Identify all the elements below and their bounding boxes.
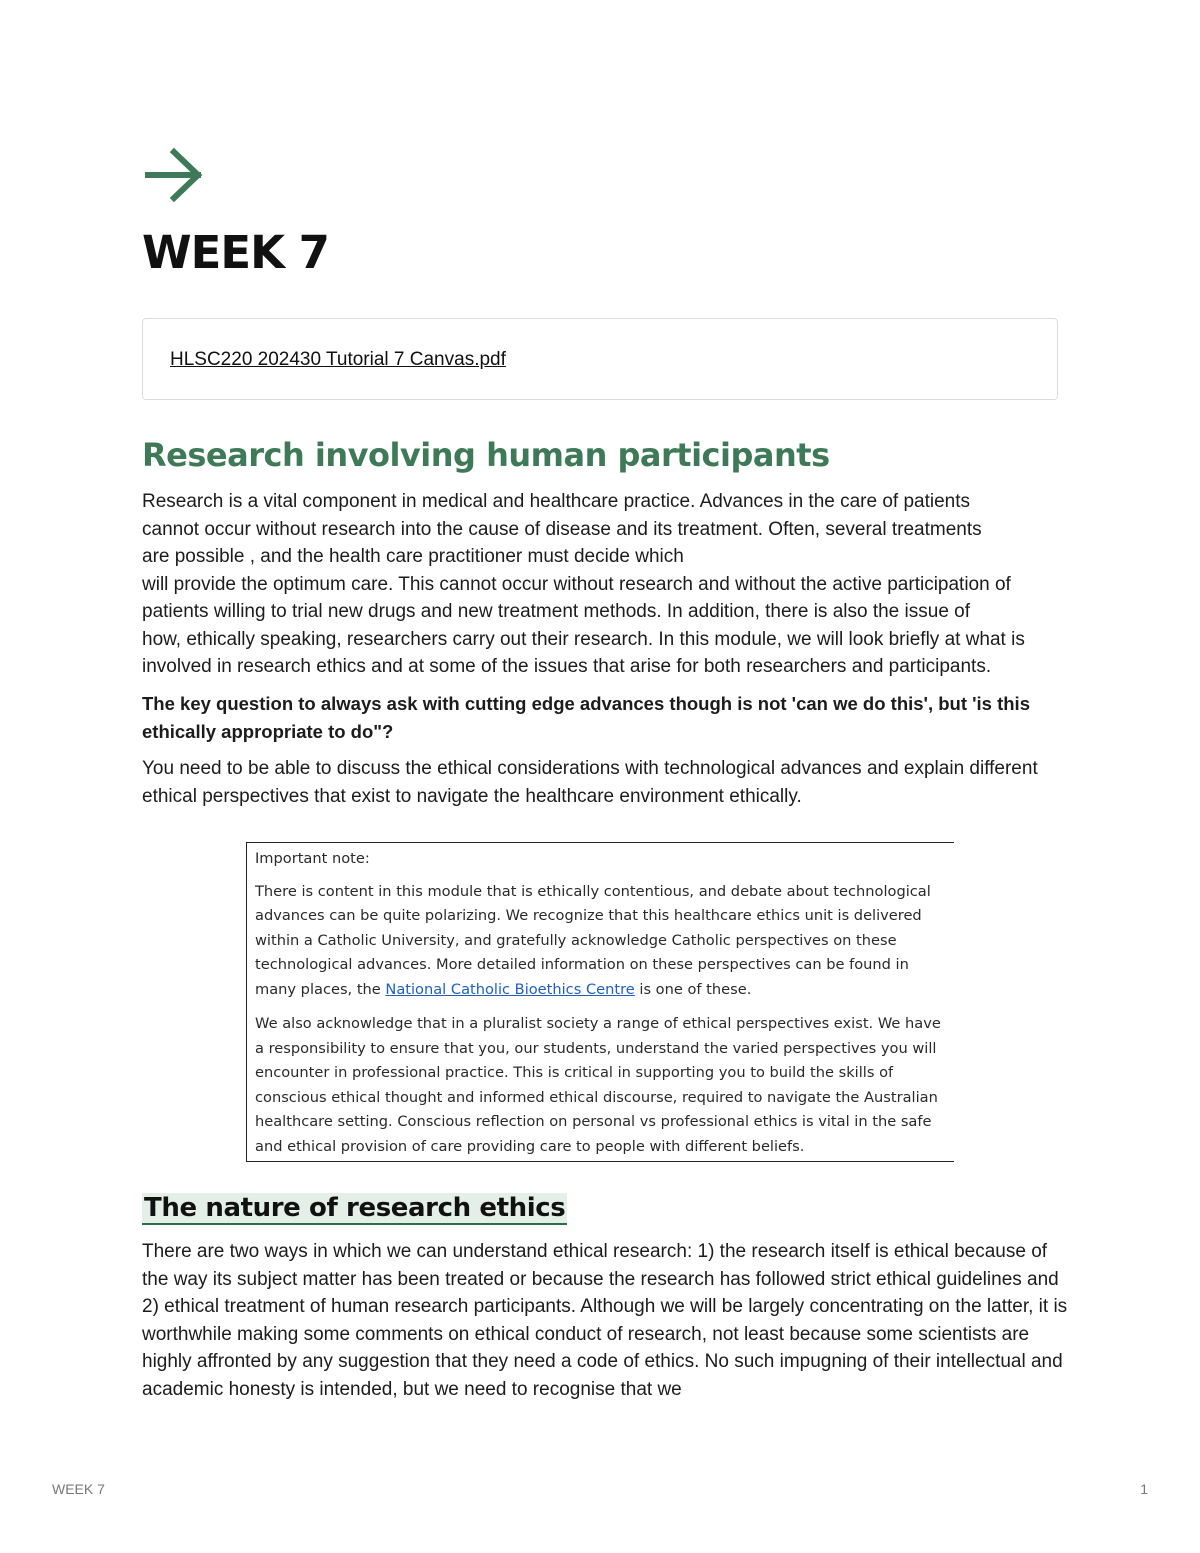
footer-title: WEEK 7 [52,1481,105,1497]
paragraph-line: Research is a vital component in medical and healthcare practice. Advances in the care of patients [142,491,971,512]
perspectives-paragraph: You need to be able to discuss the ethical considerations with technological advances and explain different ethical perspectives that exist to navigate the healthcare environment ethically. [142,758,1038,807]
attachment-card [142,318,1058,400]
paragraph-line: patients willing to trial new drugs and new treatment methods. In addition, there is also the issue of [142,601,971,622]
note-paragraph-1 [255,880,946,1003]
page-title: WEEK 7 [142,226,329,279]
bioethics-centre-link[interactable]: National Catholic Bioethics Centre [385,980,635,998]
paragraph-line: are possible , and the health care practitioner must decide which [142,546,684,567]
page-number: 1 [1140,1481,1148,1497]
note-text: is one of these. [634,980,752,998]
paragraph-line: how, ethically speaking, researchers carry out their research. In this module, we will look briefly at what is [142,628,1025,650]
note-paragraph-2: We also acknowledge that in a pluralist society a range of ethical perspectives exist. We have a responsibility to ensure that you, our students, understand the varied perspectives you will encounter in professional practice. This is critical in supporting you to build the skills of conscious ethical thought and informed ethical discourse, required to navigate the Australian healthcare setting. Conscious reflection on personal vs professional ethics is vital in the safe and ethical provision of care providing care to people with different beliefs. [255,1015,941,1155]
note-title: Important note: [255,850,370,867]
section-heading-research-ethics: The nature of research ethics [144,1193,566,1223]
attachment-link[interactable]: HLSC220 202430 Tutorial 7 Canvas.pdf [170,349,506,370]
note-text: There is content in this module that is ethically contentious, and debate about technological advances can be quite polarizing. We recognize that this healthcare ethics unit is delivered within a Catholic University, and gratefully acknowledge Catholic perspectives on these technological advances. More detailed information on these perspectives can be found in many places, the [255,882,931,998]
intro-paragraph [142,488,1072,681]
research-ethics-paragraph: There are two ways in which we can understand ethical research: 1) the research itself is ethical because of the way its subject matter has been treated or because the research has followed strict ethical guidelines and 2) ethical treatment of human research participants. Although we will be largely concentrating on the latter, it is worthwhile making some comments on ethical conduct of research, not least because some scientists are highly affronted by any suggestion that they need a code of ethics. No such impugning of their intellectual and academic honesty is intended, but we need to recognise that we [142,1241,1068,1400]
key-question: The key question to always ask with cutting edge advances though is not 'can we do this', but 'is this ethically appropriate to do"? [142,693,1030,742]
paragraph-line: will provide the optimum care. This cannot occur without research and without the active participation of [142,573,1011,595]
section-heading-research: Research involving human participants [142,436,830,474]
important-note-box [246,842,954,1162]
paragraph-line: cannot occur without research into the cause of disease and its treatment. Often, several treatments [142,518,982,540]
arrow-right-icon [144,148,204,202]
paragraph-line: involved in research ethics and at some of the issues that arise for both researchers and participants. [142,656,992,677]
